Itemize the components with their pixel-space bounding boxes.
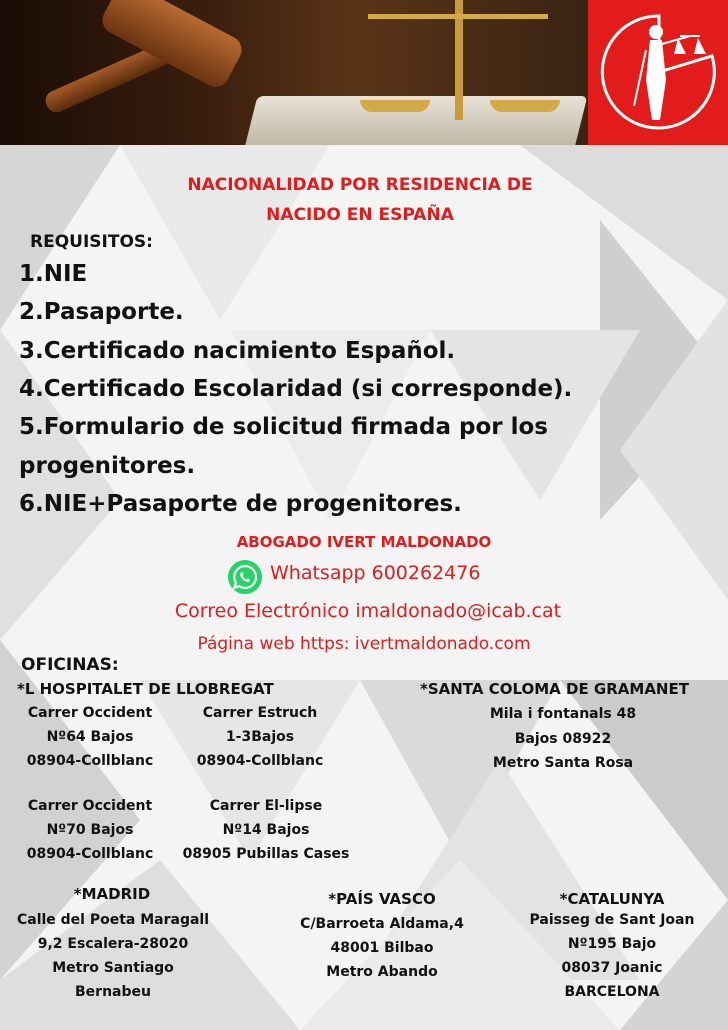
website-link[interactable]: Página web https: ivertmaldonado.com bbox=[197, 634, 531, 654]
office-line: Metro Santiago bbox=[52, 960, 174, 976]
office-heading-pais-vasco: *PAÍS VASCO bbox=[328, 890, 436, 908]
office-line: 08905 Pubillas Cases bbox=[182, 846, 350, 862]
office-heading-santa-coloma: *SANTA COLOMA DE GRAMANET bbox=[420, 680, 689, 698]
office-line: 08904-Collblanc bbox=[26, 846, 154, 862]
office-line: Carrer Occident bbox=[27, 798, 153, 814]
whatsapp-icon[interactable] bbox=[228, 560, 262, 594]
office-heading-hospitalet: *L HOSPITALET DE LLOBREGAT bbox=[17, 680, 274, 698]
justice-photo bbox=[0, 0, 588, 145]
office-line: 08037 Joanic bbox=[561, 960, 663, 976]
office-line: 1-3Bajos bbox=[225, 729, 295, 745]
page-title-line1: NACIONALIDAD POR RESIDENCIA DE bbox=[187, 175, 533, 195]
office-line: Carrer Estruch bbox=[202, 705, 318, 721]
office-line: 08904-Collblanc bbox=[26, 753, 154, 769]
requisito-item: 4.Certificado Escolaridad (si corresponde). bbox=[19, 376, 573, 402]
requisito-item: 1.NIE bbox=[19, 261, 88, 287]
header-banner bbox=[0, 0, 728, 145]
office-line: 48001 Bilbao bbox=[330, 940, 434, 956]
email-link[interactable]: Correo Electrónico imaldonado@icab.cat bbox=[174, 600, 562, 622]
office-line: Metro Santa Rosa bbox=[492, 755, 634, 771]
requisito-item: 2.Pasaporte. bbox=[19, 299, 184, 325]
office-line: Nº14 Bajos bbox=[222, 822, 310, 838]
requisito-item: 3.Certificado nacimiento Español. bbox=[19, 338, 456, 364]
office-line: Bajos 08922 bbox=[514, 731, 612, 747]
office-heading-catalunya: *CATALUNYA bbox=[559, 890, 665, 908]
scales-bar bbox=[368, 14, 548, 19]
office-line: Nº64 Bajos bbox=[46, 729, 134, 745]
page-title-line2: NACIDO EN ESPAÑA bbox=[266, 205, 454, 225]
office-line: Metro Abando bbox=[326, 964, 438, 980]
office-line: Nº195 Bajo bbox=[567, 936, 657, 952]
requisitos-label: REQUISITOS: bbox=[30, 232, 153, 252]
office-line: 08904-Collblanc bbox=[196, 753, 324, 769]
office-line: Calle del Poeta Maragall bbox=[16, 912, 210, 928]
office-line: 9,2 Escalera-28020 bbox=[37, 936, 189, 952]
requisito-item: 6.NIE+Pasaporte de progenitores. bbox=[19, 491, 462, 517]
requisito-item: 5.Formulario de solicitud firmada por los bbox=[19, 414, 548, 440]
scales-pan-left bbox=[360, 100, 430, 112]
office-line: Paisseg de Sant Joan bbox=[529, 912, 695, 928]
oficinas-label: OFICINAS: bbox=[21, 655, 119, 675]
office-line: Carrer Occident bbox=[27, 705, 153, 721]
requisito-item: progenitores. bbox=[19, 453, 196, 479]
office-line: C/Barroeta Aldama,4 bbox=[300, 916, 464, 932]
whatsapp-link[interactable]: Whatsapp 600262476 bbox=[270, 562, 481, 584]
office-heading-madrid: *MADRID bbox=[73, 885, 151, 903]
office-line: Carrer El-lipse bbox=[209, 798, 323, 814]
office-line: Nº70 Bajos bbox=[46, 822, 134, 838]
lady-justice-icon bbox=[600, 10, 718, 134]
office-line: Mila i fontanals 48 bbox=[489, 706, 637, 722]
scales-pan-right bbox=[490, 100, 560, 112]
lawyer-name: ABOGADO IVERT MALDONADO bbox=[236, 533, 492, 551]
logo-emblem bbox=[588, 0, 728, 145]
office-line: Bernabeu bbox=[75, 984, 151, 1000]
office-line: BARCELONA bbox=[564, 984, 660, 1000]
